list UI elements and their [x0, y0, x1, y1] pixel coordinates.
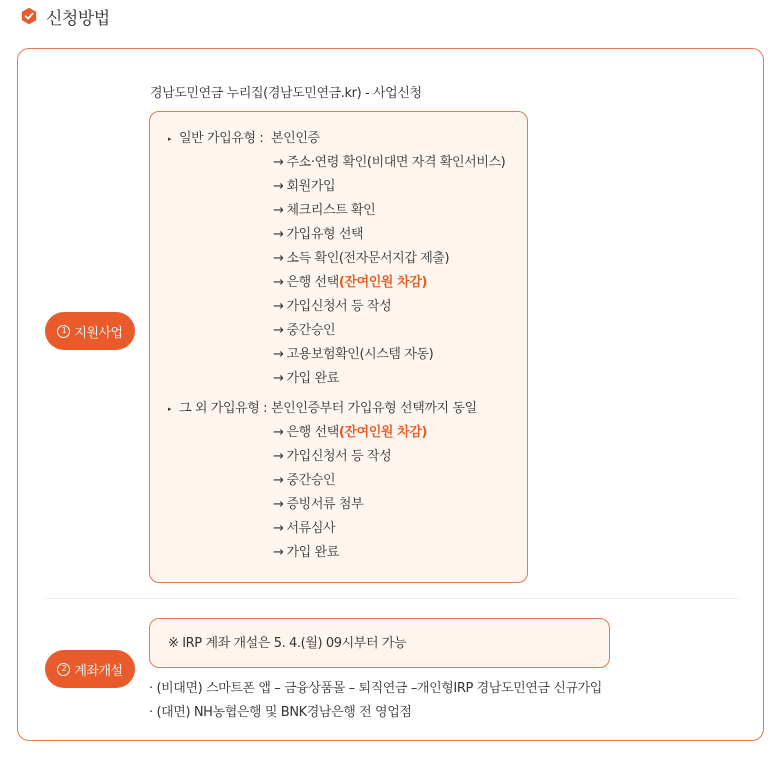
apply-site-text: 경남도민연금 누리집(경남도민연금.kr) - 사업신청 — [150, 86, 422, 101]
remaining-note: (잔여인원 차감) — [338, 425, 428, 440]
arrow-icon: → — [273, 227, 284, 242]
arrow-icon: → — [273, 251, 284, 266]
remaining-note: (잔여인원 차감) — [338, 275, 428, 290]
badge-number: 2 — [57, 663, 70, 676]
step-item: → 중간승인 — [273, 323, 336, 338]
arrow-icon: → — [273, 371, 284, 386]
step-item: → 가입유형 선택 — [273, 227, 364, 242]
step-item: → 회원가입 — [273, 179, 336, 194]
arrow-icon: → — [273, 521, 284, 536]
arrow-icon: → — [273, 449, 284, 464]
arrow-icon: → — [273, 545, 284, 560]
method-item: · (비대면) 스마트폰 앱 – 금융상품몰 – 퇴직연금 –개인형IRP 경남도민연금 신규가입 — [149, 681, 602, 696]
method-item: · (대면) NH농협은행 및 BNK경남은행 전 영업점 — [149, 705, 412, 720]
step-item: → 고용보험확인(시스템 자동) — [273, 347, 434, 362]
arrow-icon: → — [273, 179, 284, 194]
section-divider — [45, 598, 738, 599]
arrow-icon: → — [273, 299, 284, 314]
step-item: → 은행 선택(잔여인원 차감) — [273, 425, 428, 440]
arrow-icon: → — [273, 323, 284, 338]
arrow-icon: → — [273, 347, 284, 362]
step-item: → 가입신청서 등 작성 — [273, 449, 392, 464]
check-hexagon-icon — [20, 7, 38, 25]
step-item: → 소득 확인(전자문서지갑 제출) — [273, 251, 450, 266]
arrow-icon: → — [273, 275, 284, 290]
step-item: → 주소·연령 확인(비대면 자격 확인서비스) — [273, 155, 506, 170]
step-item: → 서류심사 — [273, 521, 336, 536]
other-first-step: 본인인증부터 가입유형 선택까지 동일 — [271, 401, 477, 416]
bullet-icon: ▸ — [168, 405, 172, 413]
step-item: → 가입 완료 — [273, 545, 339, 560]
arrow-icon: → — [273, 155, 284, 170]
bullet-icon: ▸ — [168, 135, 172, 143]
arrow-icon: → — [273, 203, 284, 218]
other-type-label: 그 외 가입유형 : — [179, 401, 268, 416]
support-program-badge — [45, 312, 135, 350]
account-opening-badge — [45, 650, 135, 688]
general-type-label: 일반 가입유형 : — [179, 131, 264, 146]
badge-label: 계좌개설 — [74, 663, 123, 679]
badge-label: 지원사업 — [74, 325, 123, 341]
general-first-step: 본인인증 — [271, 131, 320, 146]
irp-notice: ※ IRP 계좌 개설은 5. 4.(월) 09시부터 가능 — [168, 636, 407, 651]
section-title: 신청방법 — [46, 8, 110, 29]
step-item: → 가입 완료 — [273, 371, 339, 386]
step-item: → 가입신청서 등 작성 — [273, 299, 392, 314]
step-item: → 중간승인 — [273, 473, 336, 488]
badge-number: 1 — [57, 325, 70, 338]
step-item: → 증빙서류 첨부 — [273, 497, 364, 512]
arrow-icon: → — [273, 473, 284, 488]
step-item: → 체크리스트 확인 — [273, 203, 376, 218]
arrow-icon: → — [273, 425, 284, 440]
section-header — [20, 5, 110, 27]
step-item: → 은행 선택(잔여인원 차감) — [273, 275, 428, 290]
arrow-icon: → — [273, 497, 284, 512]
